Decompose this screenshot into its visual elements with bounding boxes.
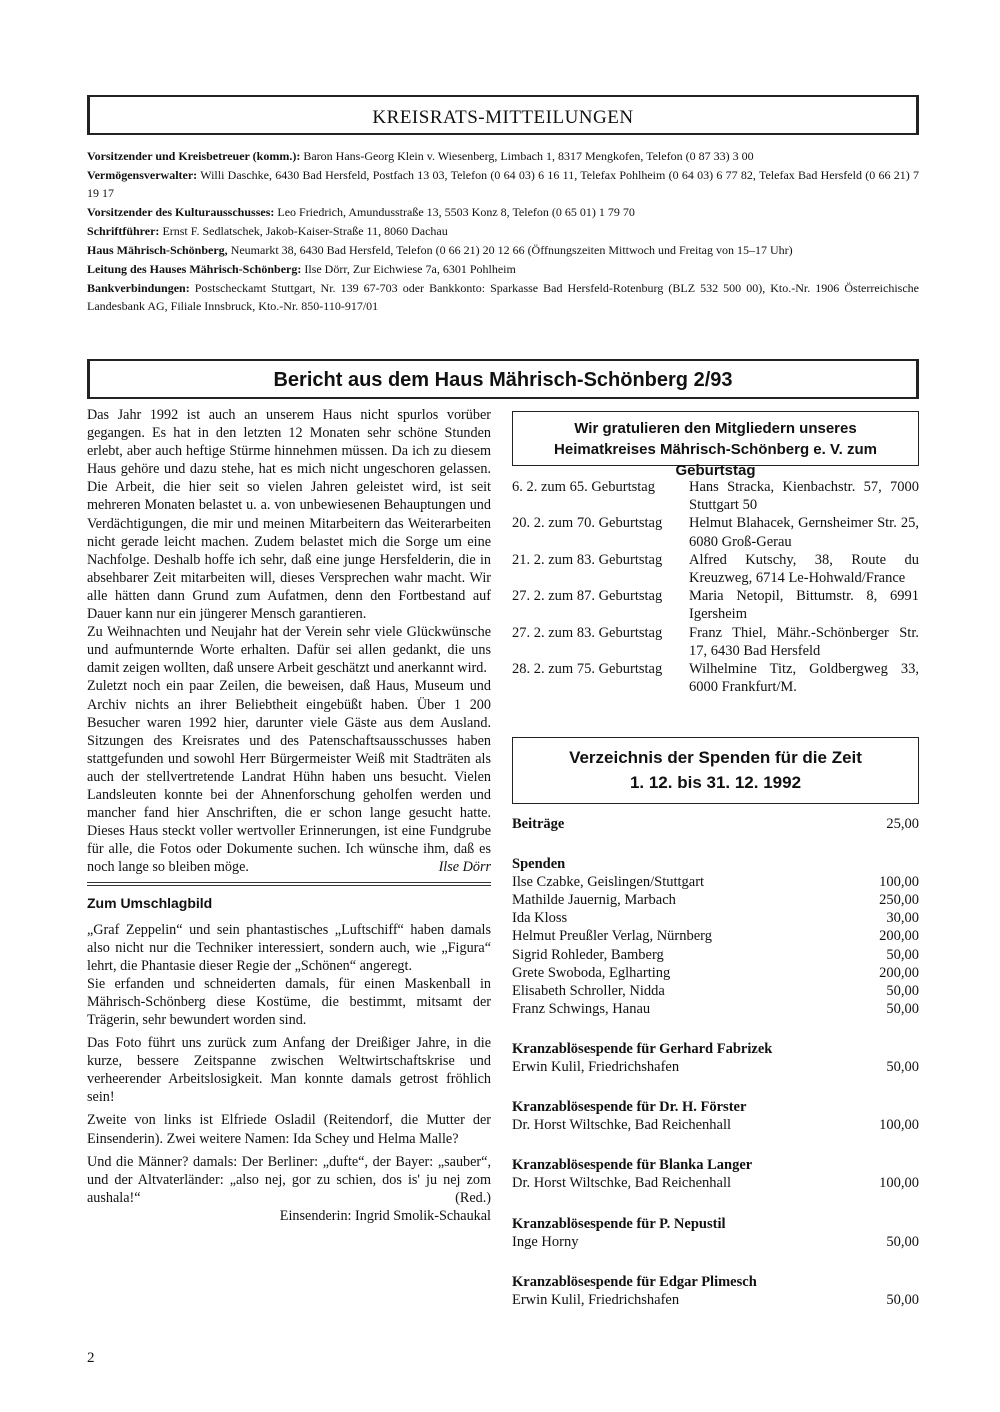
info-line: Haus Mährisch-Schönberg, Neumarkt 38, 6430 Bad Hersfeld, Telefon (0 66 21) 20 12 66 (Öffnungszeiten Mittwoch und Freitag von 15–17 Uhr): [87, 243, 793, 257]
umschlag-paragraph: Und die Männer? damals: Der Berliner: „dufte“, der Bayer: „sauber“, und der Altvaterländer: „also nej, gor zu schien, dos is' ju nej zom aushala!“ (Red.): [87, 1153, 491, 1206]
table-row: Mathilde Jauernig, Marbach 250,00: [512, 892, 919, 909]
table-row: Franz Schwings, Hanau 50,00: [512, 1000, 919, 1017]
einsender: Einsenderin: Ingrid Smolik-Schaukal: [279, 1207, 491, 1224]
info-line: Vermögensverwalter: Willi Daschke, 6430 Bad Hersfeld, Postfach 13 03, Telefon (0 64 03) 6 16 11, Telefax Pohlheim (0 64 03) 6 77 82, Telefax Bad Hersfeld (0 66 21) 7 19 17: [87, 168, 919, 200]
umschlag-paragraph: Zweite von links ist Elfriede Osladil (Reitendorf, die Mutter der Einsenderin). Zwei weitere Namen: Ida Schey und Helma Malle?: [87, 1112, 491, 1147]
page-title: KREISRATS-MITTEILUNGEN: [87, 95, 919, 135]
umschlag-paragraph: Das Foto führt uns zurück zum Anfang der Dreißiger Jahre, in die kurze, bessere Zeitspanne zwischen Weltwirtschaftskrise und verheerender Arbeitslosigkeit. Man konnte damals getrost fröhlich sein!: [87, 1035, 491, 1106]
list-item: 27. 2. zum 87. Geburtstag Maria Netopil, Bittumstr. 8, 6991 Igersheim: [512, 588, 919, 623]
signature: Ilse Dörr: [438, 859, 491, 876]
list-item: 27. 2. zum 83. Geburtstag Franz Thiel, Mähr.-Schönberger Str. 17, 6430 Bad Hersfeld: [512, 624, 919, 659]
bericht-paragraph: Zu Weihnachten und Neujahr hat der Verein sehr viele Glückwünsche und aufmunternde Worte erhalten. Dafür sei allen gedankt, die uns damit zeigen wollten, daß unsere Arbeit geschätzt und anerkannt wird.: [87, 624, 491, 677]
board-info: [87, 147, 919, 316]
page-number: 2: [87, 1350, 95, 1366]
bericht-paragraph: Das Jahr 1992 ist auch an unserem Haus nicht spurlos vorüber gegangen. Es hat in den letzten 12 Monaten sehr schöne Stunden erlebt, aber auch heftige Stürme hinnehmen müssen. Da ich zu diesem Haus gehöre und dazu stehe, hat es mich nicht ungeschoren gelassen. Die Arbeit, die hier seit so vielen Jahren geleistet wird, ist seit mehreren Monaten belastet u. a. von unbewiesenen Behauptungen und Verdächtigungen, die mir und meinen Mitarbeitern das Weiterarbeiten nicht gerade leicht machen. Zudem belastet mich die Sorge um eine Nachfolge. Deshalb hoffe ich sehr, daß eine junge Hersfelderin, die in absehbarer Zeit mitarbeiten will, dieses Versprechen wahr macht. Wir alle hätten dann Grund zum Aufatmen, denn den Fortbestand auf Dauer kann nur ein jüngerer Mensch garantieren.: [87, 407, 491, 623]
table-row: Helmut Preußler Verlag, Nürnberg 200,00: [512, 928, 919, 945]
list-item: 20. 2. zum 70. Geburtstag Helmut Blahacek, Gernsheimer Str. 25, 6080 Groß-Gerau: [512, 515, 919, 550]
spenden-title: Verzeichnis der Spenden für die Zeit 1. 12. bis 31. 12. 1992: [512, 737, 919, 804]
table-row: Sigrid Rohleder, Bamberg 50,00: [512, 946, 919, 963]
spenden-heading: Spenden: [512, 856, 566, 873]
divider: [87, 885, 491, 886]
list-item: 21. 2. zum 83. Geburtstag Alfred Kutschy, 38, Route du Kreuzweg, 6714 Le-Hohwald/France: [512, 551, 919, 587]
info-line: Vorsitzender des Kulturausschusses: Leo Friedrich, Amundusstraße 13, 5503 Konz 8, Telefon (0 65 01) 1 79 70: [87, 205, 635, 219]
bericht-title: Bericht aus dem Haus Mährisch-Schönberg 2/93: [87, 359, 919, 399]
table-row: Inge Horny 50,00: [512, 1233, 919, 1250]
table-row: Grete Swoboda, Eglharting 200,00: [512, 964, 919, 981]
table-row: Ida Kloss 30,00: [512, 910, 919, 927]
divider: [87, 882, 491, 883]
kranz-heading: Kranzablösespende für P. Nepustil: [512, 1215, 726, 1232]
table-row: Dr. Horst Wiltschke, Bad Reichenhall 100,00: [512, 1117, 919, 1134]
umschlag-heading: Zum Umschlagbild: [87, 895, 213, 912]
list-item: 28. 2. zum 75. Geburtstag Wilhelmine Titz, Goldbergweg 33, 6000 Frankfurt/M.: [512, 661, 919, 696]
table-row: Erwin Kulil, Friedrichshafen 50,00: [512, 1291, 919, 1308]
umschlag-paragraph: „Graf Zeppelin“ und sein phantastisches „Luftschiff“ haben damals also nicht nur die Techniker interessiert, sondern auch, wie „Figura“ lehrt, die Phantasie dieser Regie der „Schönen“ angeregt.: [87, 921, 491, 974]
info-line: Leitung des Hauses Mährisch-Schönberg: Ilse Dörr, Zur Eichwiese 7a, 6301 Pohlheim: [87, 262, 516, 276]
table-row: Ilse Czabke, Geislingen/Stuttgart 100,00: [512, 874, 919, 891]
left-column: [87, 406, 491, 1225]
table-row: Elisabeth Schroller, Nidda 50,00: [512, 982, 919, 999]
birthday-list: [512, 478, 919, 696]
gratulation-title: Wir gratulieren den Mitgliedern unseres Heimatkreises Mährisch-Schönberg e. V. zum Geburtstag: [512, 411, 919, 466]
info-line: Schriftführer: Ernst F. Sedlatschek, Jakob-Kaiser-Straße 11, 8060 Dachau: [87, 224, 448, 238]
kranz-heading: Kranzablösespende für Dr. H. Förster: [512, 1099, 747, 1116]
info-line: Vorsitzender und Kreisbetreuer (komm.): Baron Hans-Georg Klein v. Wiesenberg, Limbach 1, 8317 Mengkofen, Telefon (0 87 33) 3 00: [87, 149, 754, 163]
kranz-heading: Kranzablösespende für Blanka Langer: [512, 1157, 753, 1174]
kranz-heading: Kranzablösespende für Edgar Plimesch: [512, 1273, 757, 1290]
table-row: Erwin Kulil, Friedrichshafen 50,00: [512, 1059, 919, 1076]
table-row: Dr. Horst Wiltschke, Bad Reichenhall 100,00: [512, 1175, 919, 1192]
beitraege-row: Beiträge 25,00: [512, 816, 919, 832]
info-line: Bankverbindungen: Postscheckamt Stuttgart, Nr. 139 67-703 oder Bankkonto: Sparkasse Bad Hersfeld-Rotenburg (BLZ 532 500 00), Kto.-Nr. 1906 Österreichische Landesbank AG, Filiale Innsbruck, Kto.-Nr. 850-110-917/01: [87, 281, 919, 313]
list-item: 6. 2. zum 65. Geburtstag Hans Stracka, Kienbachstr. 57, 7000 Stuttgart 50: [512, 479, 919, 514]
bericht-paragraph: Zuletzt noch ein paar Zeilen, die beweisen, daß Haus, Museum und Archiv nichts an ihrer Beliebtheit eingebüßt haben. Über 1 200 Besucher waren 1992 hier, darunter viele Gäste aus dem Ausland. Sitzungen des Kreisrates und des Patenschaftsausschusses haben stattgefunden und sowohl Herr Bürgermeister Weiß mit Stadträten als auch der stellvertretende Landrat Hühn haben uns besucht. Vielen Landsleuten konnte bei der Ahnenforschung geholfen werden und mancher fand hier Anschriften, die er schon lange gesucht hatte. Dieses Haus steckt voller wertvoller Erinnerungen, ist eine Fundgrube für alle, die Fotos oder Dokumente suchen. Ich wünsche ihm, daß es noch lange so bleiben möge. Ilse Dörr: [87, 678, 491, 876]
red-note: (Red.): [455, 1189, 491, 1206]
spenden-list: [512, 815, 919, 1309]
kranz-heading: Kranzablösespende für Gerhard Fabrizek: [512, 1040, 773, 1057]
umschlag-paragraph: Sie erfanden und schneiderten damals, für einen Maskenball in Mährisch-Schönberg diese Kostüme, die bestimmt, mitsamt der Trägerin, sehr bewundert worden sind.: [87, 975, 491, 1028]
